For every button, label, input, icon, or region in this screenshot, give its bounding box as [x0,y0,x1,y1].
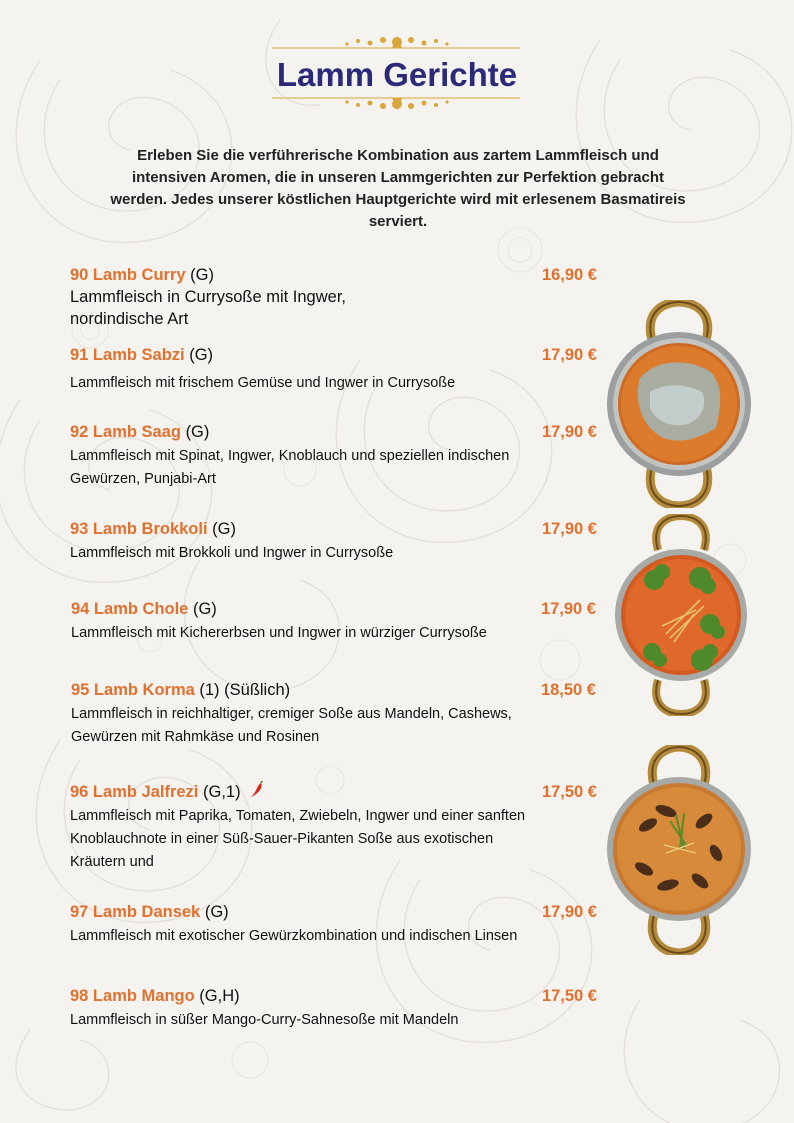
dish-tags: (G) [189,346,214,364]
menu-item-lamb-mango [70,985,597,1032]
dish-price: 16,90 € [541,266,597,284]
dish-description: Lammfleisch mit Kichererbsen und Ingwer in würziger Currysoße [71,625,487,641]
dish-image-jalfrezi [604,745,754,955]
dish-name: 92 Lamb Saag [70,423,181,441]
dish-tags: (G) [190,266,214,284]
dish-description: Lammfleisch in Currysoße mit Ingwer, nordindische Art [70,288,346,328]
menu-item-lamb-brokkoli [70,518,597,565]
dish-description: Lammfleisch in süßer Mango-Curry-Sahnesoße mit Mandeln [70,1012,459,1028]
dish-name: 94 Lamb Chole [71,600,189,618]
dish-tags: (G) [204,903,229,921]
dish-name: 91 Lamb Sabzi [70,346,185,364]
dish-name: 98 Lamb Mango [70,987,195,1005]
dish-description: Lammfleisch mit exotischer Gewürzkombination und indischen Linsen [70,928,518,944]
menu-item-lamb-chole [71,598,596,645]
dish-image-creamy-curry [604,300,754,508]
dish-name: 96 Lamb Jalfrezi [70,783,199,801]
dish-description: Lammfleisch mit frischem Gemüse und Ingwer in Currysoße [70,375,456,391]
dish-name: 97 Lamb Dansek [70,903,201,921]
intro-text: Erleben Sie die verführerische Kombination aus zartem Lammfleisch und intensiven Aromen, die in unseren Lammgerichten zur Perfektion gebracht werden. Jedes unserer köstlichen Hauptgerichte wird mit erlesenem Basmatireis serviert. [110,147,686,230]
dish-description: Lammfleisch mit Brokkoli und Ingwer in Currysoße [70,545,394,561]
dish-tags: (1) (Süßlich) [199,681,291,699]
dish-name: 93 Lamb Brokkoli [70,520,208,538]
dish-description: Lammfleisch mit Spinat, Ingwer, Knoblauch und speziellen indischen Gewürzen, Punjabi-Art [70,448,510,487]
dish-price: 17,50 € [541,987,597,1005]
dish-price: 17,90 € [541,520,597,538]
dish-name: 90 Lamb Curry [70,266,186,284]
menu-item-lamb-dansek [70,901,597,948]
dish-description: Lammfleisch in reichhaltiger, cremiger Soße aus Mandeln, Cashews, Gewürzen mit Rahmkäse und Rosinen [71,706,512,745]
dish-price: 18,50 € [540,681,596,699]
dish-price: 17,90 € [541,423,597,441]
dish-price: 17,50 € [541,783,597,801]
menu-item-lamb-sabzi [70,344,597,395]
menu-item-lamb-saag [70,421,597,491]
dish-price: 17,90 € [541,346,597,364]
dish-tags: (G,H) [199,987,240,1005]
menu-item-lamb-curry [70,264,597,330]
dish-tags: (G,1) [202,783,241,801]
chili-pepper-icon [249,781,265,799]
dish-tags: (G) [212,520,236,538]
dish-tags: (G) [192,600,217,618]
dish-image-broccoli-curry [614,514,749,716]
menu-item-lamb-jalfrezi [70,781,597,874]
dish-description: Lammfleisch mit Paprika, Tomaten, Zwiebeln, Ingwer und einer sanften Knoblauchnote in einer Süß-Sauer-Pikanten Soße aus exotischen Kräutern und [70,808,526,870]
dish-tags: (G) [185,423,210,441]
dish-price: 17,90 € [540,600,596,618]
dish-name: 95 Lamb Korma [71,681,195,699]
page-title: Lamm Gerichte [276,56,518,93]
menu-item-lamb-korma [71,679,596,749]
dish-price: 17,90 € [541,903,597,921]
